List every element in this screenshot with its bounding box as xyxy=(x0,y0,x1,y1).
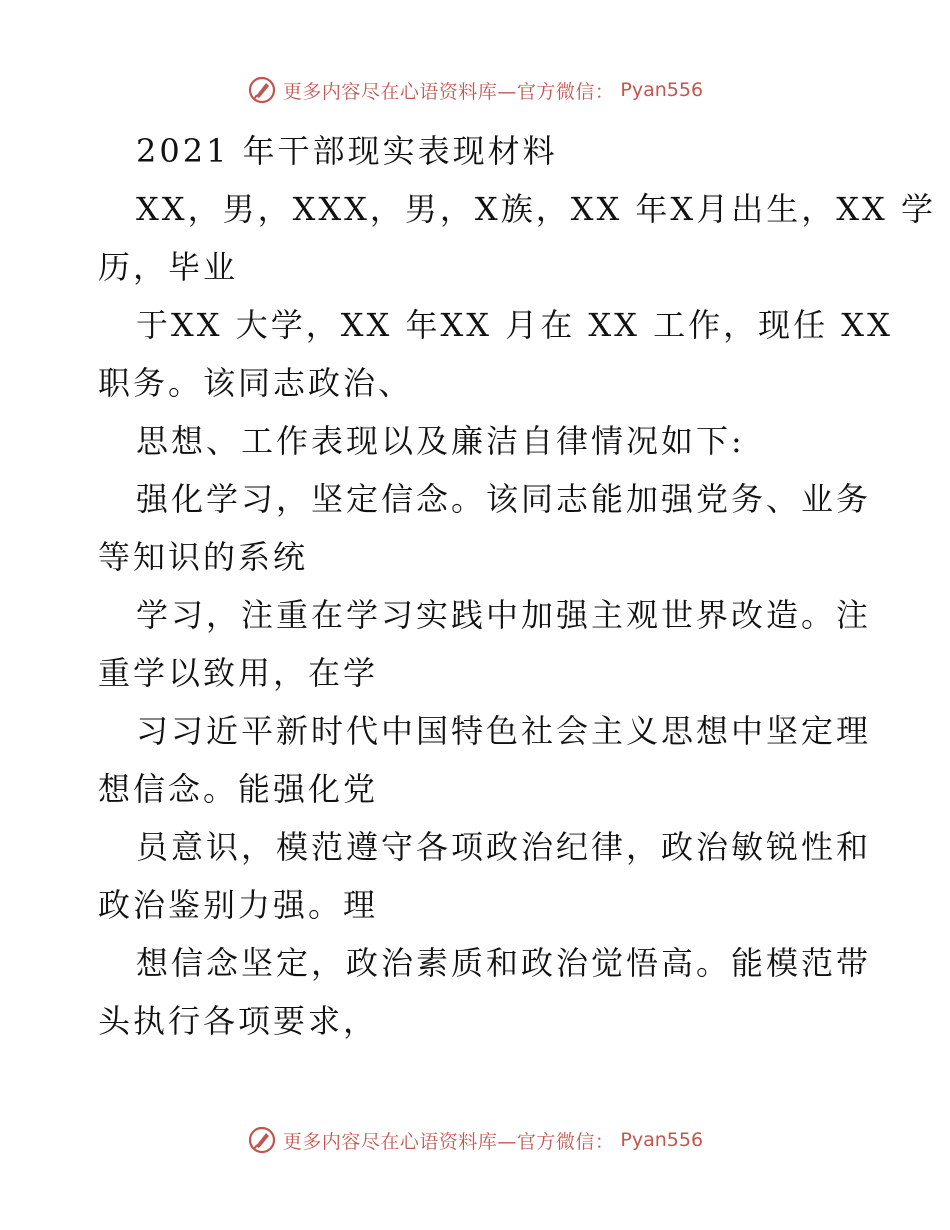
watermark-wechat-id: Pyan556 xyxy=(620,1129,704,1151)
paragraph-line: 想信念坚定，政治素质和政治觉悟高。能模范带 xyxy=(136,944,872,982)
paragraph-line: 重学以致用，在学 xyxy=(98,654,379,692)
paragraph-line: 历，毕业 xyxy=(98,248,239,286)
paragraph-line: 职务。该同志政治、 xyxy=(98,364,414,402)
watermark-text: 更多内容尽在心语资料库—官方微信： xyxy=(282,80,615,103)
paragraph-line: 学习，注重在学习实践中加强主观世界改造。注 xyxy=(136,596,872,634)
paragraph-line: 强化学习，坚定信念。该同志能加强党务、业务 xyxy=(136,480,872,518)
paragraph-line: XX，男，XXX，男，X族，XX 年X月出生，XX 学 xyxy=(136,190,936,228)
paragraph-line: 想信念。能强化党 xyxy=(98,770,379,808)
paragraph-line: 头执行各项要求， xyxy=(98,1002,379,1040)
document-body xyxy=(98,122,936,1050)
paragraph-line: 习习近平新时代中国特色社会主义思想中坚定理 xyxy=(136,712,872,750)
paragraph-line: 员意识，模范遵守各项政治纪律，政治敏锐性和 xyxy=(136,828,872,866)
pen-logo-icon xyxy=(247,1125,277,1155)
paragraph-line: 于XX 大学，XX 年XX 月在 XX 工作，现任 XX xyxy=(136,306,893,344)
pen-logo-icon xyxy=(247,75,277,105)
watermark-text: 更多内容尽在心语资料库—官方微信： xyxy=(282,1130,615,1153)
document-title: 2021 年干部现实表现材料 xyxy=(136,132,558,170)
watermark-wechat-id: Pyan556 xyxy=(620,79,704,101)
paragraph-line: 思想、工作表现以及廉洁自律情况如下: xyxy=(136,422,745,460)
paragraph-line: 政治鉴别力强。理 xyxy=(98,886,379,924)
header-watermark xyxy=(0,70,950,110)
paragraph-line: 等知识的系统 xyxy=(98,538,309,576)
footer-watermark xyxy=(0,1120,950,1160)
